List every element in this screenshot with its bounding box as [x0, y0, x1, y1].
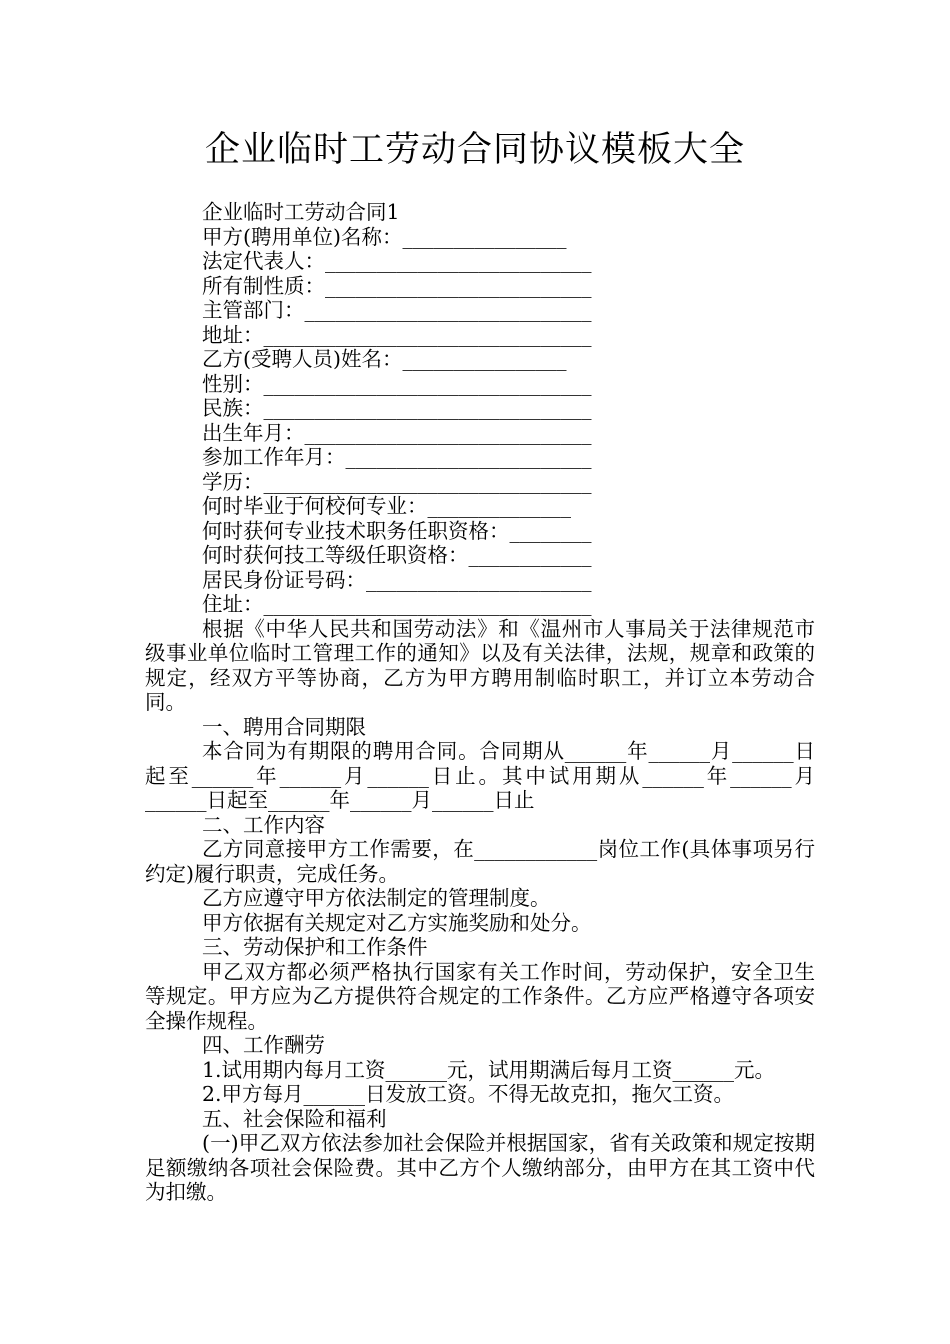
field-label: 性别： — [202, 371, 264, 396]
section-heading: 三、劳动保护和工作条件 — [202, 935, 428, 959]
section-paragraph: 2.甲方每月______日发放工资。不得无故克扣，拖欠工资。 — [202, 1082, 735, 1106]
field-blank: ________________ — [402, 347, 567, 371]
field-employee-name — [202, 347, 815, 372]
field-professional-title — [202, 519, 815, 544]
field-label: 何时获何技工等级任职资格： — [202, 543, 469, 567]
field-ethnicity — [202, 396, 815, 421]
field-legal-rep — [202, 249, 815, 274]
field-blank: ________ — [509, 518, 592, 543]
field-gender — [202, 372, 815, 397]
field-label: 学历： — [202, 469, 264, 494]
field-blank: ________________________________ — [263, 396, 592, 420]
field-label: 法定代表人： — [202, 249, 325, 273]
section-paragraph: 1.试用期内每月工资______元，试用期满后每月工资______元。 — [202, 1057, 776, 1082]
field-label: 乙方(受聘人员)姓名： — [202, 347, 403, 371]
field-label: 居民身份证号码： — [202, 567, 366, 592]
field-education — [202, 470, 815, 495]
field-label: 出生年月： — [202, 420, 305, 445]
section-heading: 四、工作酬劳 — [202, 1033, 325, 1057]
section-heading: 五、社会保险和福利 — [202, 1106, 387, 1131]
field-blank: ____________ — [468, 543, 592, 567]
field-label: 何时获何专业技术职务任职资格： — [202, 518, 510, 543]
intro-paragraph: 根据《中华人民共和国劳动法》和《温州市人事局关于法律规范市级事业单位临时工管理工作的通知》以及有关法律，法规，规章和政策的规定，经双方平等协商，乙方为甲方聘用制临时职工，并订立本劳动合同。 — [145, 616, 815, 714]
field-blank: __________________________ — [325, 273, 592, 298]
field-technician-grade — [202, 543, 815, 568]
field-blank: ________________________ — [345, 445, 592, 469]
field-blank: ________________________________ — [263, 469, 592, 494]
field-residence — [202, 592, 815, 617]
field-label: 所有制性质： — [202, 273, 325, 298]
field-blank: __________________________ — [325, 249, 592, 273]
field-blank: ________________________________ — [263, 322, 592, 347]
field-blank: ____________________________ — [304, 298, 592, 322]
field-label: 何时毕业于何校何专业： — [202, 494, 428, 518]
field-label: 参加工作年月： — [202, 445, 346, 469]
section-paragraph: 本合同为有期限的聘用合同。合同期从______年______月______日起至______年______月______日止。其中试用期从______年______月______日起至______年______月______日止 — [145, 739, 815, 812]
field-blank: ________________________________ — [263, 371, 592, 396]
field-id-number — [202, 568, 815, 593]
contract-subtitle: 企业临时工劳动合同1 — [202, 200, 400, 224]
section-paragraph: 乙方应遵守甲方依法制定的管理制度。 — [202, 886, 551, 910]
document-title: 企业临时工劳动合同协议模板大全 — [204, 130, 745, 170]
field-label: 地址： — [202, 322, 264, 347]
field-department — [202, 298, 815, 323]
section-paragraph: (一)甲乙双方依法参加社会保险并根据国家，省有关政策和规定按期足额缴纳各项社会保险费。其中乙方个人缴纳部分，由甲方在其工资中代为扣缴。 — [145, 1131, 815, 1204]
field-blank: ________________ — [402, 224, 567, 249]
section-paragraph: 乙方同意接甲方工作需要，在____________岗位工作(具体事项另行约定)履行职责，完成任务。 — [145, 837, 815, 886]
section-paragraph: 甲方依据有关规定对乙方实施奖励和处分。 — [202, 910, 592, 935]
field-birth-date — [202, 421, 815, 446]
section-paragraph: 甲乙双方都必须严格执行国家有关工作时间，劳动保护，安全卫生等规定。甲方应为乙方提供符合规定的工作条件。乙方应严格遵守各项安全操作规程。 — [145, 959, 815, 1033]
field-label: 住址： — [202, 592, 264, 616]
field-employer-name — [202, 225, 815, 250]
document-body — [145, 200, 815, 1205]
field-address — [202, 323, 815, 348]
field-blank: ______________________ — [366, 567, 592, 592]
section-heading: 二、工作内容 — [202, 812, 325, 837]
field-work-start — [202, 445, 815, 470]
field-blank: ______________ — [427, 494, 571, 518]
field-graduation — [202, 494, 815, 519]
field-label: 主管部门： — [202, 298, 305, 322]
field-blank: ____________________________ — [304, 420, 592, 445]
field-blank: ________________________________ — [263, 592, 592, 616]
field-label: 民族： — [202, 396, 264, 420]
section-heading: 一、聘用合同期限 — [202, 714, 366, 739]
field-label: 甲方(聘用单位)名称： — [202, 224, 403, 249]
field-ownership — [202, 274, 815, 299]
